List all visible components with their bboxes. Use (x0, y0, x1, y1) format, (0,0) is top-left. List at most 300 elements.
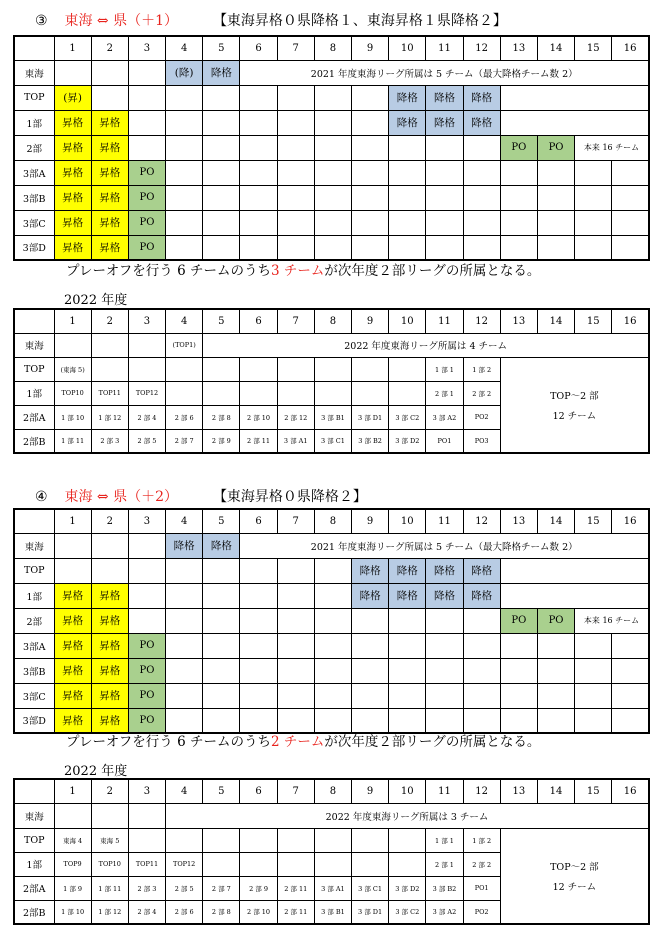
column-header: 11 (426, 36, 463, 60)
playoff-cell: PO (128, 210, 165, 235)
playoff-cell: PO (128, 185, 165, 210)
empty-cell (426, 235, 463, 260)
empty-cell (612, 210, 649, 235)
section3-heading (35, 10, 507, 30)
empty-cell (575, 235, 612, 260)
slot-cell: 1 部 12 (91, 405, 128, 429)
demote-cell: 降格 (463, 558, 500, 583)
demote-cell: 降格 (389, 110, 426, 135)
empty-cell (314, 235, 351, 260)
original-count-note: 本来 16 チーム (575, 135, 649, 160)
empty-cell (240, 160, 277, 185)
slot-cell: 東海 5 (91, 828, 128, 852)
promote-cell: 昇格 (54, 135, 91, 160)
empty-cell (352, 85, 389, 110)
corner-cell (14, 309, 54, 333)
empty-span (500, 558, 649, 583)
slot-cell: 3 部 D1 (352, 405, 389, 429)
empty-span (500, 583, 649, 608)
demote-cell: 降格 (389, 85, 426, 110)
empty-cell (463, 608, 500, 633)
empty-cell (203, 633, 240, 658)
column-header: 8 (314, 36, 351, 60)
column-header: 14 (537, 309, 574, 333)
slot-cell: 2 部 3 (128, 876, 165, 900)
empty-cell (426, 683, 463, 708)
promote-cell: 昇格 (54, 160, 91, 185)
demote-cell: 降格 (352, 558, 389, 583)
merged-summary (500, 357, 649, 453)
slot-cell: 3 部 D2 (389, 876, 426, 900)
promote-cell: 昇格 (91, 210, 128, 235)
empty-cell (612, 708, 649, 733)
column-header: 16 (612, 509, 649, 533)
slot-cell: TOP11 (128, 852, 165, 876)
empty-cell (352, 852, 389, 876)
slot-cell: 1 部 1 (426, 357, 463, 381)
demote-cell: 降格 (463, 583, 500, 608)
empty-cell (463, 235, 500, 260)
row-label: 3部B (14, 658, 54, 683)
slot-cell: PO2 (463, 405, 500, 429)
tokai-note: 2021 年度東海リーグ所属は 5 チーム（最大降格チーム数 2） (240, 533, 649, 558)
column-header: 4 (166, 309, 203, 333)
empty-cell (575, 210, 612, 235)
section4-number: ④ (35, 489, 48, 505)
empty-cell (426, 658, 463, 683)
empty-cell (314, 210, 351, 235)
column-header: 4 (166, 509, 203, 533)
empty-cell (240, 235, 277, 260)
empty-cell (612, 160, 649, 185)
slot-cell: 2 部 11 (277, 876, 314, 900)
empty-cell (537, 658, 574, 683)
playoff-cell: PO (128, 683, 165, 708)
empty-span (500, 85, 649, 110)
slot-cell: PO1 (426, 429, 463, 453)
empty-span (500, 110, 649, 135)
column-header: 10 (389, 509, 426, 533)
empty-cell (612, 683, 649, 708)
empty-cell (277, 185, 314, 210)
row-label: 3部A (14, 160, 54, 185)
slot-cell: 3 部 A1 (277, 429, 314, 453)
promote-cell: 昇格 (54, 708, 91, 733)
table-row-3bu-c (14, 210, 649, 235)
merged-line1: TOP～2 部 (550, 861, 599, 873)
empty-cell (277, 583, 314, 608)
empty-cell (389, 160, 426, 185)
empty-cell (352, 658, 389, 683)
column-header: 13 (500, 509, 537, 533)
empty-cell (240, 135, 277, 160)
section4-arrow: ⇔ (96, 489, 109, 505)
promote-cell: 昇格 (91, 110, 128, 135)
playoff-cell: PO (500, 608, 537, 633)
empty-cell (314, 658, 351, 683)
column-header: 11 (426, 779, 463, 803)
table-row-top (14, 357, 649, 381)
row-label: TOP (14, 558, 54, 583)
empty-cell (240, 633, 277, 658)
empty-cell (91, 357, 128, 381)
slot-cell: 3 部 A1 (314, 876, 351, 900)
empty-cell (389, 658, 426, 683)
note-post: が次年度２部リーグの所属となる。 (324, 734, 541, 750)
empty-cell (389, 683, 426, 708)
empty-cell (166, 683, 203, 708)
column-header: 10 (389, 36, 426, 60)
empty-cell (575, 658, 612, 683)
empty-cell (240, 583, 277, 608)
promote-cell: (昇) (54, 85, 91, 110)
column-header: 7 (277, 509, 314, 533)
slot-cell: TOP10 (91, 852, 128, 876)
table-row-3bu-b (14, 658, 649, 683)
empty-cell (352, 633, 389, 658)
row-label: 東海 (14, 803, 54, 828)
empty-cell (426, 135, 463, 160)
column-header: 1 (54, 779, 91, 803)
demote-cell: 降格 (426, 85, 463, 110)
slot-cell: 3 部 A2 (426, 900, 463, 924)
promote-cell: 昇格 (54, 185, 91, 210)
row-label: 東海 (14, 333, 54, 357)
column-header: 15 (575, 509, 612, 533)
header-row (14, 309, 649, 333)
empty-cell (500, 683, 537, 708)
promote-cell: 昇格 (91, 658, 128, 683)
empty-cell (314, 357, 351, 381)
column-header: 10 (389, 779, 426, 803)
slot-cell: 1 部 10 (54, 405, 91, 429)
note-red: 3 チーム (270, 263, 325, 279)
slot-cell: (TOP1) (166, 333, 203, 357)
empty-cell (128, 110, 165, 135)
column-header: 2 (91, 36, 128, 60)
column-header: 2 (91, 779, 128, 803)
column-header: 1 (54, 509, 91, 533)
empty-cell (166, 357, 203, 381)
promote-cell: 昇格 (91, 708, 128, 733)
empty-cell (277, 85, 314, 110)
row-label: 2部A (14, 405, 54, 429)
table-row-top (14, 85, 649, 110)
demote-cell: 降格 (426, 583, 463, 608)
row-label: 1部 (14, 110, 54, 135)
empty-cell (352, 828, 389, 852)
empty-cell (389, 828, 426, 852)
empty-cell (240, 608, 277, 633)
promote-cell: 昇格 (54, 658, 91, 683)
empty-cell (537, 160, 574, 185)
empty-cell (277, 608, 314, 633)
promote-cell: 昇格 (91, 633, 128, 658)
slot-cell: 3 部 B1 (314, 900, 351, 924)
column-header: 16 (612, 36, 649, 60)
slot-cell: 3 部 D1 (352, 900, 389, 924)
empty-cell (463, 683, 500, 708)
row-label: 3部C (14, 210, 54, 235)
table-row-3bu-d (14, 235, 649, 260)
empty-cell (426, 160, 463, 185)
slot-cell: 1 部 12 (91, 900, 128, 924)
table-row-3bu-c (14, 683, 649, 708)
column-header: 3 (128, 309, 165, 333)
empty-cell (166, 608, 203, 633)
empty-cell (128, 85, 165, 110)
demote-cell: 降格 (203, 533, 240, 558)
section4-league-table (13, 508, 650, 734)
column-header: 9 (352, 309, 389, 333)
empty-cell (166, 210, 203, 235)
empty-cell (166, 185, 203, 210)
row-label: 東海 (14, 533, 54, 558)
empty-cell (203, 357, 240, 381)
empty-cell (612, 658, 649, 683)
empty-cell (537, 185, 574, 210)
column-header: 16 (612, 309, 649, 333)
column-header: 5 (203, 509, 240, 533)
demote-cell: 降格 (166, 533, 203, 558)
empty-cell (463, 658, 500, 683)
demote-cell: 降格 (426, 558, 463, 583)
empty-cell (128, 558, 165, 583)
empty-cell (54, 60, 91, 85)
empty-cell (203, 110, 240, 135)
empty-cell (91, 85, 128, 110)
slot-cell: PO2 (463, 900, 500, 924)
slot-cell: 2 部 4 (128, 900, 165, 924)
section3-arrow: ⇔ (96, 13, 109, 29)
column-header: 16 (612, 779, 649, 803)
empty-cell (314, 381, 351, 405)
row-label: 1部 (14, 852, 54, 876)
row-label: 3部B (14, 185, 54, 210)
empty-cell (389, 185, 426, 210)
column-header: 1 (54, 309, 91, 333)
empty-cell (277, 210, 314, 235)
tokai-note: 2022 年度東海リーグ所属は 3 チーム (166, 803, 649, 828)
column-header: 2 (91, 509, 128, 533)
empty-cell (240, 852, 277, 876)
table-row-3bu-b (14, 185, 649, 210)
empty-cell (426, 185, 463, 210)
column-header: 5 (203, 36, 240, 60)
note-post: が次年度２部リーグの所属となる。 (324, 263, 541, 279)
header-row (14, 509, 649, 533)
column-header: 11 (426, 309, 463, 333)
section4-rule: 【東海昇格０県降格２】 (212, 489, 367, 505)
empty-cell (203, 658, 240, 683)
column-header: 6 (240, 509, 277, 533)
empty-cell (352, 210, 389, 235)
column-header: 12 (463, 509, 500, 533)
section3-ken: 県（＋1） (113, 13, 179, 29)
empty-cell (314, 852, 351, 876)
column-header: 3 (128, 509, 165, 533)
slot-cell: 2 部 3 (91, 429, 128, 453)
section4-heading (35, 486, 367, 506)
slot-cell: 2 部 5 (128, 429, 165, 453)
empty-cell (612, 185, 649, 210)
promote-cell: 昇格 (91, 235, 128, 260)
empty-cell (203, 381, 240, 405)
slot-cell: 1 部 11 (91, 876, 128, 900)
empty-cell (314, 558, 351, 583)
promote-cell: 昇格 (54, 210, 91, 235)
column-header: 3 (128, 36, 165, 60)
empty-cell (314, 85, 351, 110)
empty-cell (277, 558, 314, 583)
promote-cell: 昇格 (54, 583, 91, 608)
empty-cell (240, 683, 277, 708)
slot-cell: 2 部 11 (277, 900, 314, 924)
empty-cell (240, 85, 277, 110)
row-label: 2部B (14, 429, 54, 453)
playoff-cell: PO (128, 235, 165, 260)
empty-cell (240, 110, 277, 135)
demote-cell: 降格 (426, 110, 463, 135)
empty-cell (277, 381, 314, 405)
empty-cell (352, 357, 389, 381)
empty-cell (166, 633, 203, 658)
column-header: 2 (91, 309, 128, 333)
empty-cell (166, 381, 203, 405)
slot-cell: PO1 (463, 876, 500, 900)
column-header: 3 (128, 779, 165, 803)
table-row-top (14, 828, 649, 852)
slot-cell: 2 部 12 (277, 405, 314, 429)
playoff-cell: PO (128, 633, 165, 658)
column-header: 4 (166, 779, 203, 803)
table-row-3bu-a (14, 160, 649, 185)
empty-cell (314, 185, 351, 210)
empty-cell (54, 533, 91, 558)
slot-cell: 2 部 2 (463, 852, 500, 876)
note-pre: プレーオフを行う 6 チームのうち (66, 734, 271, 750)
empty-cell (240, 658, 277, 683)
empty-cell (203, 135, 240, 160)
corner-cell (14, 36, 54, 60)
header-row (14, 36, 649, 60)
section4-year: 2022 年度 (64, 764, 128, 779)
empty-cell (389, 381, 426, 405)
promote-cell: 昇格 (54, 110, 91, 135)
column-header: 9 (352, 509, 389, 533)
empty-cell (166, 135, 203, 160)
column-header: 10 (389, 309, 426, 333)
column-header: 7 (277, 309, 314, 333)
row-label: 1部 (14, 381, 54, 405)
row-label: 3部D (14, 235, 54, 260)
column-header: 13 (500, 36, 537, 60)
empty-cell (203, 185, 240, 210)
empty-cell (91, 558, 128, 583)
empty-cell (352, 683, 389, 708)
section3-number: ③ (35, 13, 48, 29)
slot-cell: 2 部 4 (128, 405, 165, 429)
table-row-tokai (14, 333, 649, 357)
empty-cell (537, 683, 574, 708)
slot-cell: 3 部 A2 (426, 405, 463, 429)
empty-cell (166, 828, 203, 852)
empty-cell (537, 708, 574, 733)
empty-cell (166, 583, 203, 608)
playoff-cell: PO (128, 658, 165, 683)
empty-cell (91, 60, 128, 85)
empty-cell (166, 85, 203, 110)
empty-cell (575, 633, 612, 658)
promote-cell: 昇格 (91, 135, 128, 160)
empty-cell (575, 160, 612, 185)
promote-cell: 昇格 (91, 185, 128, 210)
column-header: 13 (500, 309, 537, 333)
slot-cell: 3 部 C1 (352, 876, 389, 900)
slot-cell: 2 部 7 (203, 876, 240, 900)
empty-cell (314, 608, 351, 633)
empty-cell (277, 160, 314, 185)
section3-rule: 【東海昇格０県降格１、東海昇格１県降格２】 (212, 13, 507, 29)
slot-cell: TOP11 (91, 381, 128, 405)
slot-cell: 1 部 11 (54, 429, 91, 453)
slot-cell: 1 部 2 (463, 357, 500, 381)
corner-cell (14, 779, 54, 803)
section4-tokai: 東海 (64, 489, 93, 505)
slot-cell: 1 部 9 (54, 876, 91, 900)
empty-cell (426, 633, 463, 658)
empty-cell (277, 235, 314, 260)
table-row-1bu (14, 110, 649, 135)
empty-cell (537, 235, 574, 260)
empty-cell (314, 135, 351, 160)
slot-cell: 2 部 10 (240, 405, 277, 429)
empty-cell (500, 658, 537, 683)
promote-cell: 昇格 (91, 583, 128, 608)
slot-cell: 2 部 8 (203, 405, 240, 429)
empty-cell (128, 803, 165, 828)
slot-cell: TOP12 (128, 381, 165, 405)
empty-cell (314, 633, 351, 658)
row-label: TOP (14, 357, 54, 381)
empty-cell (463, 185, 500, 210)
empty-cell (166, 160, 203, 185)
empty-cell (91, 333, 128, 357)
empty-cell (128, 608, 165, 633)
empty-cell (54, 803, 91, 828)
empty-cell (500, 633, 537, 658)
empty-cell (537, 210, 574, 235)
empty-cell (277, 683, 314, 708)
empty-cell (166, 658, 203, 683)
column-header: 7 (277, 779, 314, 803)
column-header: 5 (203, 309, 240, 333)
table-row-tokai (14, 533, 649, 558)
column-header: 8 (314, 509, 351, 533)
tokai-note: 2021 年度東海リーグ所属は 5 チーム（最大降格チーム数 2） (240, 60, 649, 85)
merged-line2: 12 チーム (552, 410, 597, 422)
slot-cell: TOP12 (166, 852, 203, 876)
demote-cell: 降格 (463, 110, 500, 135)
column-header: 5 (203, 779, 240, 803)
slot-cell: 2 部 6 (166, 900, 203, 924)
empty-cell (277, 357, 314, 381)
slot-cell: 3 部 C2 (389, 405, 426, 429)
empty-cell (277, 633, 314, 658)
demote-cell: (降) (166, 60, 203, 85)
empty-cell (128, 533, 165, 558)
empty-cell (463, 135, 500, 160)
